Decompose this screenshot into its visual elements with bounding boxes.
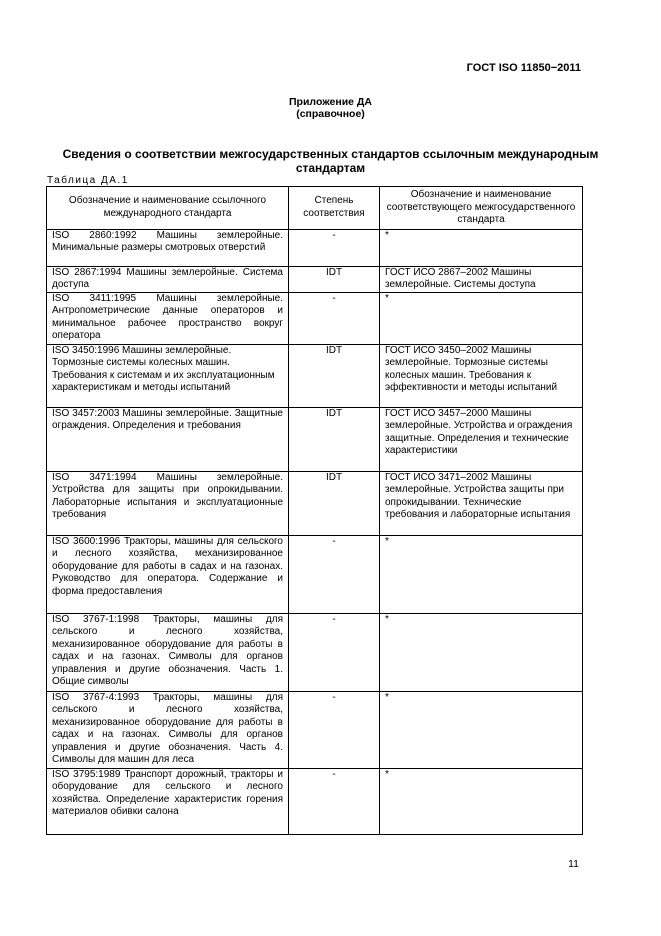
table-row	[47, 229, 583, 266]
header-international-standard: Обозначение и наименование ссылочного международного стандарта	[47, 187, 289, 230]
table-row	[47, 407, 583, 471]
table-row	[47, 768, 583, 834]
cell-interstate-standard: *	[380, 691, 583, 768]
cell-international-standard: ISO 3795:1989 Транспорт дорожный, тракторы и оборудование для сельского и лесного хозяйства. Определение характеристик горения материалов обивки салона	[47, 768, 289, 834]
cell-interstate-standard: *	[380, 768, 583, 834]
cell-degree: -	[289, 292, 380, 344]
table-row	[47, 292, 583, 344]
cell-international-standard: ISO 2867:1994 Машины землеройные. Система доступа	[47, 266, 289, 292]
cell-international-standard: ISO 2860:1992 Машины землеройные. Минимальные размеры смотровых отверстий	[47, 229, 289, 266]
document-code: ГОСТ ISO 11850−2011	[466, 62, 581, 74]
table-row	[47, 691, 583, 768]
table-row	[47, 535, 583, 613]
cell-interstate-standard: *	[380, 292, 583, 344]
cell-international-standard: ISO 3767-4:1993 Тракторы, машины для сельского и лесного хозяйства, механизированное оборудование для работы в садах и на газонах. Символы для органов управления и другие обозначения. Часть 4. Символы для машин для леса	[47, 691, 289, 768]
page-number: 11	[568, 858, 579, 870]
cell-degree: IDT	[289, 344, 380, 407]
cell-international-standard: ISO 3767-1:1998 Тракторы, машины для сельского и лесного хозяйства, механизированное оборудование для работы в садах и на газонах. Символы для органов управления и другие обозначения. Часть 1. Общие символы	[47, 613, 289, 691]
section-title: Сведения о соответствии межгосударственных стандартов ссылочным международным стандартам	[62, 147, 599, 175]
table-row	[47, 613, 583, 691]
cell-degree: IDT	[289, 471, 380, 535]
cell-degree: IDT	[289, 266, 380, 292]
cell-degree: -	[289, 768, 380, 834]
header-degree-of-correspondence: Степень соответствия	[289, 187, 380, 230]
cell-interstate-standard: ГОСТ ИСО 3457–2000 Машины землеройные. Устройства и ограждения защитные. Определения и технические характеристики	[380, 407, 583, 471]
cell-degree: -	[289, 691, 380, 768]
cell-international-standard: ISO 3450:1996 Машины землеройные. Тормозные системы колесных машин. Требования к системам и их эксплуатационным характеристикам и методы испытаний	[47, 344, 289, 407]
cell-degree: -	[289, 613, 380, 691]
cell-degree: IDT	[289, 407, 380, 471]
cell-interstate-standard: *	[380, 613, 583, 691]
cell-degree: -	[289, 229, 380, 266]
standards-correspondence-table	[46, 186, 583, 835]
cell-interstate-standard: *	[380, 535, 583, 613]
cell-international-standard: ISO 3411:1995 Машины землеройные. Антропометрические данные операторов и минимальное рабочее пространство вокруг оператора	[47, 292, 289, 344]
table-row	[47, 266, 583, 292]
cell-degree: -	[289, 535, 380, 613]
cell-interstate-standard: *	[380, 229, 583, 266]
cell-international-standard: ISO 3471:1994 Машины землеройные. Устройства для защиты при опрокидывании. Лабораторные испытания и эксплуатационные требования	[47, 471, 289, 535]
table-row	[47, 344, 583, 407]
cell-international-standard: ISO 3457:2003 Машины землеройные. Защитные ограждения. Определения и требования	[47, 407, 289, 471]
appendix-title: Приложение ДА	[289, 96, 372, 108]
cell-interstate-standard: ГОСТ ИСО 2867–2002 Машины землеройные. Системы доступа	[380, 266, 583, 292]
header-interstate-standard: Обозначение и наименование соответствующего межгосударственного стандарта	[380, 187, 583, 230]
appendix-heading	[0, 96, 661, 120]
appendix-subtitle: (справочное)	[296, 108, 365, 120]
table-row	[47, 471, 583, 535]
cell-international-standard: ISO 3600:1996 Тракторы, машины для сельского и лесного хозяйства, механизированное оборудование для работы в садах и на газонах. Руководство для оператора. Содержание и форма предоставления	[47, 535, 289, 613]
table-header-row	[47, 187, 583, 230]
table-caption: Таблица ДА.1	[47, 175, 129, 186]
cell-interstate-standard: ГОСТ ИСО 3450–2002 Машины землеройные. Тормозные системы колесных машин. Требования к эффективности и методы испытаний	[380, 344, 583, 407]
cell-interstate-standard: ГОСТ ИСО 3471–2002 Машины землеройные. Устройства защиты при опрокидывании. Технические требования и лабораторные испытания	[380, 471, 583, 535]
